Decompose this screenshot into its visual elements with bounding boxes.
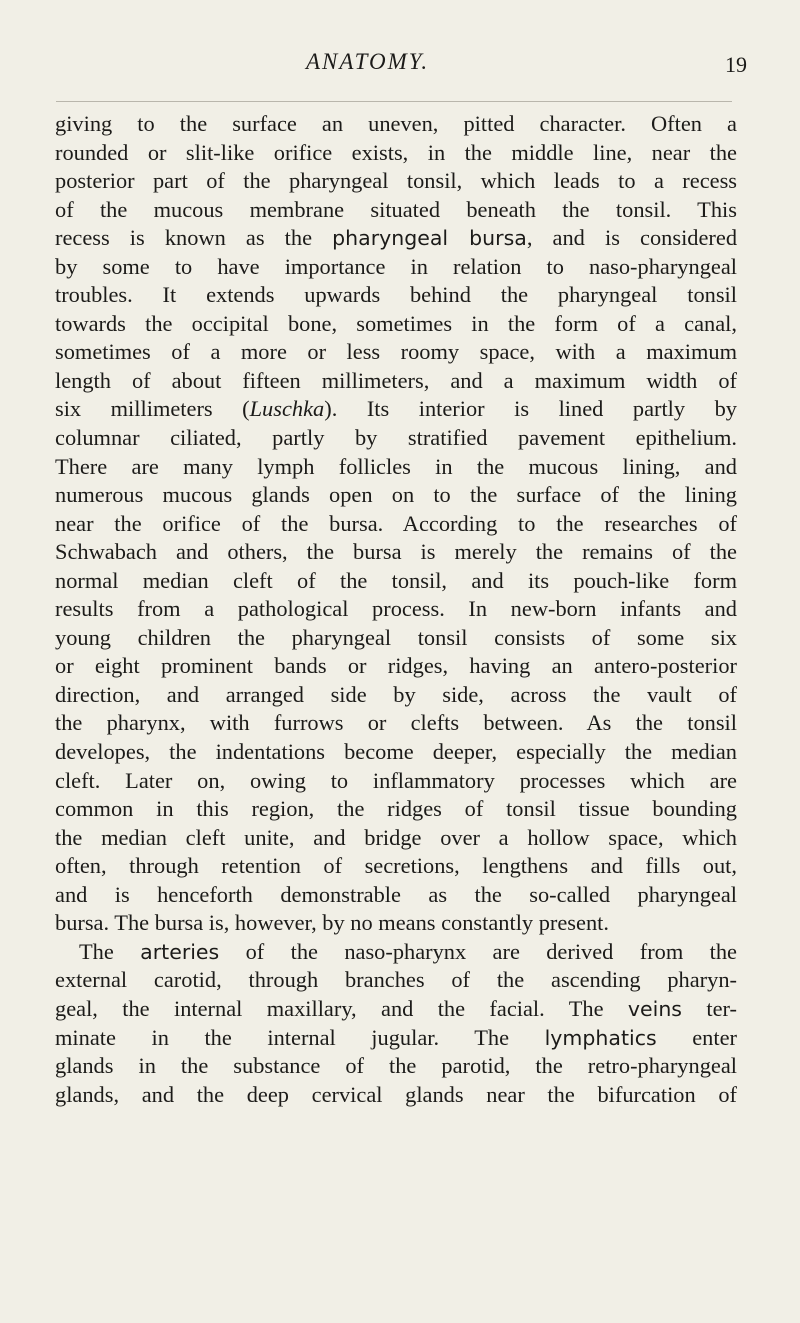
text-line: minate in the internal jugular. The lymphatics enter — [55, 1024, 737, 1050]
text-line: near the orifice of the bursa. According to the researches of — [55, 510, 737, 536]
text-line: and is henceforth demonstrable as the so-called pharyngeal — [55, 881, 737, 907]
term-veins: veins — [627, 996, 682, 1021]
text-line: The arteries of the naso-pharynx are derived from the — [79, 938, 737, 964]
header-rule — [56, 101, 732, 102]
running-head: ANATOMY. — [306, 49, 430, 74]
text-line: direction, and arranged side by side, across the vault of — [55, 681, 737, 707]
text-line: sometimes of a more or less roomy space, with a maximum — [55, 339, 737, 365]
text-line: normal median cleft of the tonsil, and its pouch-like form — [55, 567, 737, 593]
text-line: geal, the internal maxillary, and the facial. The veins ter- — [55, 995, 737, 1021]
text-line: recess is known as the pharyngeal bursa, and is considered — [55, 225, 738, 251]
text-line: numerous mucous glands open on to the surface of the lining — [55, 482, 737, 508]
text-line: length of about fifteen millimeters, and a maximum width of — [55, 367, 737, 393]
text-line: of the mucous membrane situated beneath the tonsil. This — [55, 196, 737, 222]
text-line: young children the pharyngeal tonsil consists of some six — [55, 624, 737, 650]
term-pharyngeal-bursa: pharyngeal bursa — [332, 226, 527, 251]
term-lymphatics: lymphatics — [544, 1025, 657, 1050]
text-line: columnar ciliated, partly by stratified pavement epithelium. — [55, 425, 737, 451]
text-line: external carotid, through branches of the ascending pharyn- — [55, 967, 737, 993]
text-line: cleft. Later on, owing to inflammatory processes which are — [55, 767, 737, 793]
text-line: often, through retention of secretions, lengthens and fills out, — [55, 853, 737, 879]
body-text — [55, 110, 737, 1109]
text-line: Schwabach and others, the bursa is merely the remains of the — [55, 539, 737, 565]
text-line: by some to have importance in relation to naso-pharyngeal — [55, 253, 737, 279]
page-header — [0, 26, 800, 77]
text-line: glands in the substance of the parotid, the retro-pharyngeal — [55, 1053, 737, 1079]
text-line: bursa. The bursa is, however, by no means constantly present. — [55, 910, 609, 936]
text-line: rounded or slit-like orifice exists, in the middle line, near the — [55, 139, 737, 165]
text-line: the pharynx, with furrows or clefts between. As the tonsil — [55, 710, 737, 736]
text-line: giving to the surface an uneven, pitted character. Often a — [55, 111, 737, 136]
page-number: 19 — [725, 52, 747, 77]
text-line: posterior part of the pharyngeal tonsil, which leads to a recess — [55, 168, 737, 194]
term-arteries: arteries — [140, 939, 220, 964]
text-line: the median cleft unite, and bridge over a hollow space, which — [55, 824, 737, 850]
text-line: towards the occipital bone, sometimes in the form of a canal, — [55, 310, 737, 336]
text-line: glands, and the deep cervical glands near the bifurcation of — [55, 1081, 737, 1107]
text-line: results from a pathological process. In new-born infants and — [55, 596, 737, 622]
text-line: developes, the indentations become deeper, especially the median — [55, 739, 737, 765]
text-line: common in this region, the ridges of tonsil tissue bounding — [55, 796, 737, 822]
text-line: troubles. It extends upwards behind the pharyngeal tonsil — [55, 282, 737, 308]
citation-luschka: Luschka — [249, 396, 325, 422]
text-line: There are many lymph follicles in the mucous lining, and — [55, 453, 737, 479]
text-line: six millimeters (Luschka). Its interior is lined partly by — [55, 396, 738, 422]
text-line: or eight prominent bands or ridges, having an antero-posterior — [55, 653, 737, 679]
